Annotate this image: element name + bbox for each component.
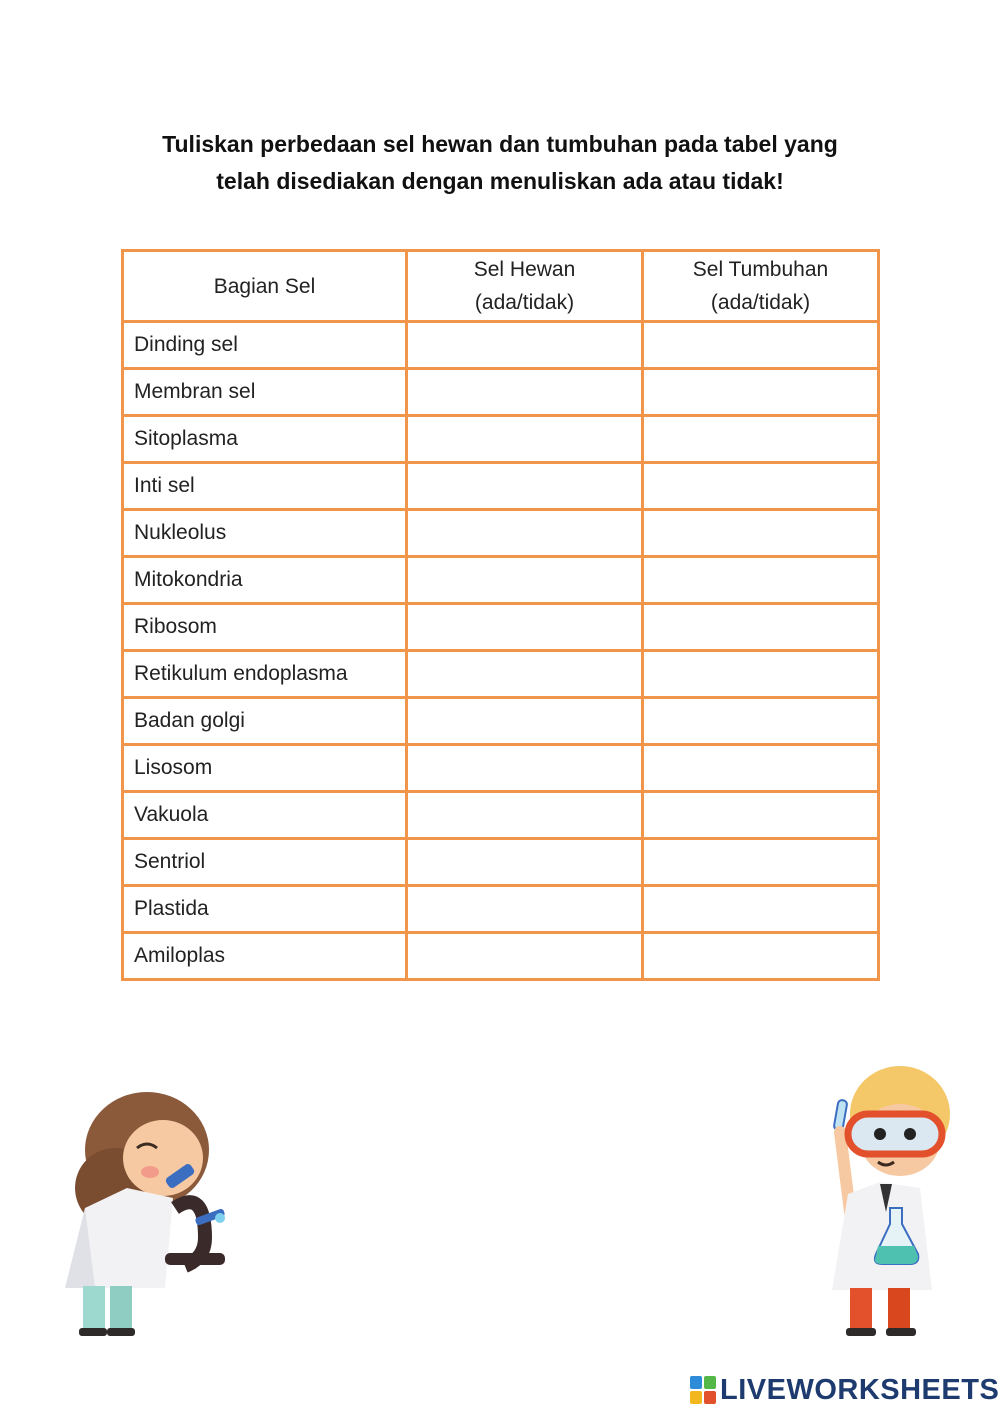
cell-part-name: Plastida xyxy=(123,886,407,933)
animal-answer-input[interactable] xyxy=(408,887,641,931)
plant-answer-input[interactable] xyxy=(644,840,877,884)
animal-answer-cell xyxy=(407,322,643,369)
plant-answer-input[interactable] xyxy=(644,605,877,649)
table-row xyxy=(123,369,879,416)
table-row xyxy=(123,416,879,463)
table-row xyxy=(123,322,879,369)
plant-answer-input[interactable] xyxy=(644,558,877,602)
animal-answer-cell xyxy=(407,369,643,416)
cell-part-name: Badan golgi xyxy=(123,698,407,745)
header-part xyxy=(123,251,407,322)
liveworksheets-logo[interactable] xyxy=(690,1374,999,1406)
animal-answer-input[interactable] xyxy=(408,699,641,743)
table-row xyxy=(123,745,879,792)
animal-answer-input[interactable] xyxy=(408,558,641,602)
plant-answer-cell xyxy=(643,557,879,604)
table-row xyxy=(123,463,879,510)
header-animal-title: Sel Hewan xyxy=(473,258,576,281)
animal-answer-input[interactable] xyxy=(408,793,641,837)
animal-answer-input[interactable] xyxy=(408,934,641,978)
instructions xyxy=(100,126,900,200)
table-row xyxy=(123,886,879,933)
plant-answer-cell xyxy=(643,510,879,557)
table-row xyxy=(123,510,879,557)
cell-part-name: Nukleolus xyxy=(123,510,407,557)
plant-answer-cell xyxy=(643,933,879,980)
plant-answer-cell xyxy=(643,322,879,369)
animal-answer-cell xyxy=(407,839,643,886)
animal-answer-cell xyxy=(407,510,643,557)
table-row xyxy=(123,792,879,839)
cell-part-name: Amiloplas xyxy=(123,933,407,980)
plant-answer-cell xyxy=(643,792,879,839)
animal-answer-input[interactable] xyxy=(408,323,641,367)
cell-part-name: Sentriol xyxy=(123,839,407,886)
instructions-line-2: telah disediakan dengan menuliskan ada atau tidak! xyxy=(216,168,784,194)
plant-answer-input[interactable] xyxy=(644,323,877,367)
plant-answer-input[interactable] xyxy=(644,652,877,696)
header-animal-cell xyxy=(407,251,643,322)
plant-answer-input[interactable] xyxy=(644,699,877,743)
animal-answer-cell xyxy=(407,886,643,933)
animal-answer-input[interactable] xyxy=(408,370,641,414)
instructions-line-1: Tuliskan perbedaan sel hewan dan tumbuhan pada tabel yang xyxy=(162,131,838,157)
plant-answer-input[interactable] xyxy=(644,464,877,508)
cell-part-name: Lisosom xyxy=(123,745,407,792)
animal-answer-input[interactable] xyxy=(408,417,641,461)
cell-part-name: Dinding sel xyxy=(123,322,407,369)
animal-answer-input[interactable] xyxy=(408,652,641,696)
plant-answer-input[interactable] xyxy=(644,887,877,931)
plant-answer-cell xyxy=(643,698,879,745)
header-plant-cell xyxy=(643,251,879,322)
cell-part-name: Mitokondria xyxy=(123,557,407,604)
cell-part-name: Ribosom xyxy=(123,604,407,651)
animal-answer-cell xyxy=(407,463,643,510)
girl-microscope-illustration xyxy=(55,1088,235,1344)
animal-answer-cell xyxy=(407,416,643,463)
animal-answer-cell xyxy=(407,933,643,980)
plant-answer-cell xyxy=(643,886,879,933)
animal-answer-input[interactable] xyxy=(408,511,641,555)
liveworksheets-grid-icon xyxy=(690,1376,716,1404)
animal-answer-cell xyxy=(407,792,643,839)
plant-answer-input[interactable] xyxy=(644,934,877,978)
plant-answer-input[interactable] xyxy=(644,417,877,461)
table-row xyxy=(123,651,879,698)
header-plant-subtitle: (ada/tidak) xyxy=(710,291,811,314)
table-row xyxy=(123,839,879,886)
animal-answer-cell xyxy=(407,745,643,792)
plant-answer-input[interactable] xyxy=(644,746,877,790)
animal-answer-cell xyxy=(407,557,643,604)
animal-answer-input[interactable] xyxy=(408,605,641,649)
liveworksheets-logo-text: LIVEWORKSHEETS xyxy=(720,1373,1000,1406)
cell-part-name: Sitoplasma xyxy=(123,416,407,463)
animal-answer-cell xyxy=(407,604,643,651)
boy-flask-illustration xyxy=(820,1062,960,1342)
animal-answer-input[interactable] xyxy=(408,464,641,508)
animal-answer-input[interactable] xyxy=(408,746,641,790)
plant-answer-input[interactable] xyxy=(644,370,877,414)
plant-answer-cell xyxy=(643,463,879,510)
cell-part-name: Membran sel xyxy=(123,369,407,416)
plant-answer-cell xyxy=(643,416,879,463)
cell-part-name: Vakuola xyxy=(123,792,407,839)
table-row xyxy=(123,557,879,604)
animal-answer-input[interactable] xyxy=(408,840,641,884)
table-header-row xyxy=(123,251,879,322)
cell-part-name: Inti sel xyxy=(123,463,407,510)
header-part-label: Bagian Sel xyxy=(213,274,316,298)
plant-answer-cell xyxy=(643,369,879,416)
animal-answer-cell xyxy=(407,698,643,745)
table-row xyxy=(123,698,879,745)
plant-answer-cell xyxy=(643,745,879,792)
animal-answer-cell xyxy=(407,651,643,698)
plant-answer-cell xyxy=(643,651,879,698)
table-row xyxy=(123,604,879,651)
cell-comparison-table xyxy=(121,249,880,981)
cell-part-name: Retikulum endoplasma xyxy=(123,651,407,698)
header-plant-title: Sel Tumbuhan xyxy=(692,258,829,281)
plant-answer-input[interactable] xyxy=(644,793,877,837)
plant-answer-cell xyxy=(643,604,879,651)
plant-answer-input[interactable] xyxy=(644,511,877,555)
plant-answer-cell xyxy=(643,839,879,886)
table-row xyxy=(123,933,879,980)
header-animal-subtitle: (ada/tidak) xyxy=(474,291,575,314)
